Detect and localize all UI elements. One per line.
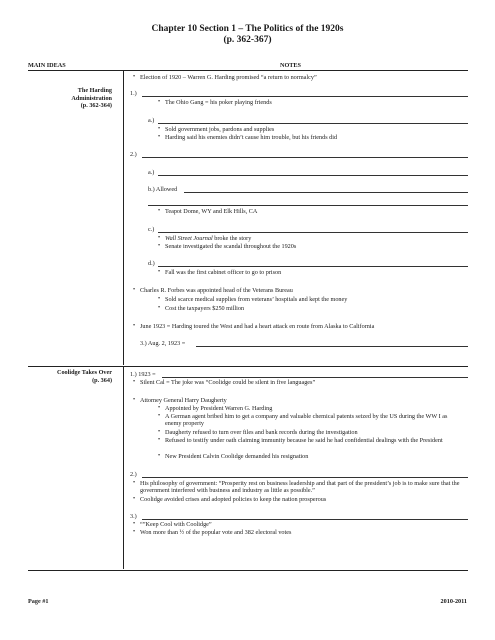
- item2a-label: a.): [148, 169, 155, 176]
- note-harding-said: • Harding said his enemies didn’t cause him trouble, but his friends did: [165, 134, 337, 141]
- item1a-blank[interactable]: [158, 123, 468, 124]
- note-new-president: • New President Calvin Coolidge demanded his resignation: [165, 453, 308, 460]
- note-teapot-dome: • Teapot Dome, WY and Elk Hills, CA: [165, 208, 257, 215]
- item2b-label: b.) Allowed: [148, 186, 178, 193]
- notes-bottom-rule: [28, 570, 468, 571]
- note-wsj: [165, 235, 251, 242]
- note-daugherty: • Attorney General Harry Daugherty: [140, 397, 227, 404]
- notes-header: NOTES: [280, 62, 301, 69]
- wsj-title: Wall Street Journal: [165, 235, 213, 242]
- section-rule: [28, 366, 468, 367]
- note-forbes-cost: • Cost the taxpayers $250 million: [165, 305, 244, 312]
- footer-page-number: Page #1: [28, 598, 49, 605]
- note-refused-testify: • Refused to testify under oath claiming immunity because he said he had confidential dealings with the President: [165, 437, 455, 444]
- note-silent-cal: • Silent Cal = The joke was “Coolidge could be silent in five languages”: [140, 379, 315, 386]
- note-senate: • Senate investigated the scandal throughout the 1920s: [165, 243, 296, 250]
- coolidge-item3-label: 3.): [130, 513, 137, 520]
- note-ohio-gang: • The Ohio Gang = his poker playing friends: [165, 99, 272, 106]
- item1-blank[interactable]: [142, 96, 468, 97]
- note-election-1920: • Election of 1920 – Warren G. Harding promised “a return to normalcy”: [140, 74, 317, 81]
- item1-label: 1.): [130, 90, 137, 97]
- note-refused-bank: • Daugherty refused to turn over files and bank records during the investigation: [165, 429, 358, 436]
- footer-year: 2010-2011: [440, 598, 467, 605]
- note-german-agent: • A German agent bribed him to get a company and valuable chemical patents seized by the US during the WW I as enemy property: [165, 413, 455, 427]
- item2d-blank[interactable]: [158, 266, 468, 267]
- item2a-blank[interactable]: [158, 175, 468, 176]
- note-forbes: • Charles R. Forbes was appointed head of the Veterans Bureau: [140, 287, 293, 294]
- harding-line3: (p. 362-364): [80, 102, 112, 109]
- note-won-more: • Won more than ½ of the popular vote and 382 electoral votes: [140, 529, 291, 536]
- coolidge-item1-label: 1.) 1923 =: [130, 371, 156, 378]
- item2d-label: d.): [148, 260, 155, 267]
- item2c-label: c.): [148, 226, 155, 233]
- note-sold-jobs: • Sold government jobs, pardons and supplies: [165, 126, 274, 133]
- item3-blank[interactable]: [196, 346, 468, 347]
- item2b-blank-line2[interactable]: [148, 205, 468, 206]
- main-idea-coolidge: [57, 369, 112, 384]
- coolidge-item1-blank[interactable]: [162, 377, 468, 378]
- main-ideas-header: MAIN IDEAS: [28, 62, 66, 69]
- column-divider-bottom: [123, 367, 124, 569]
- coolidge-line1: Coolidge Takes Over: [56, 369, 112, 376]
- item1a-label: a.): [148, 117, 155, 124]
- note-appointed: • Appointed by President Warren G. Harding: [165, 405, 272, 412]
- coolidge-item3-blank[interactable]: [142, 519, 468, 520]
- page-title: Chapter 10 Section 1 – The Politics of the 1920s: [151, 24, 344, 34]
- item2b-blank[interactable]: [184, 192, 468, 193]
- coolidge-item2-label: 2.): [130, 471, 137, 478]
- item2-label: 2.): [130, 151, 137, 158]
- note-fall: • Fall was the first cabinet officer to go to prison: [165, 269, 281, 276]
- harding-line2: Administration: [71, 94, 112, 102]
- note-june-1923: • June 1923 = Harding toured the West and had a heart attack en route from Alaska to California: [140, 323, 374, 330]
- coolidge-item2-blank[interactable]: [142, 477, 468, 478]
- item2-blank[interactable]: [142, 157, 468, 158]
- harding-line1: The Harding: [77, 87, 112, 94]
- note-forbes-sold: • Sold scarce medical supplies from veterans’ hospitals and kept the money: [165, 296, 347, 303]
- main-idea-harding: [71, 87, 112, 110]
- page-subtitle: (p. 362-367): [223, 35, 272, 45]
- note-philosophy: • His philosophy of government: “Prosperity rest on business leadership and that part of the president’s job is to make sure that the government interfered with business and industry as little as possible.”: [140, 480, 468, 494]
- note-keep-cool: • “”Keep Cool with Coolidge”: [140, 521, 212, 528]
- header-rule: [28, 70, 468, 71]
- item3-label: 3.) Aug. 2, 1923 =: [140, 340, 186, 347]
- column-divider-top: [123, 71, 124, 365]
- item2c-blank[interactable]: [158, 232, 468, 233]
- note-avoided: • Coolidge avoided crises and adopted policies to keep the nation prosperous: [140, 496, 326, 503]
- coolidge-line2: (p. 364): [92, 376, 112, 384]
- wsj-rest: broke the story: [212, 235, 252, 242]
